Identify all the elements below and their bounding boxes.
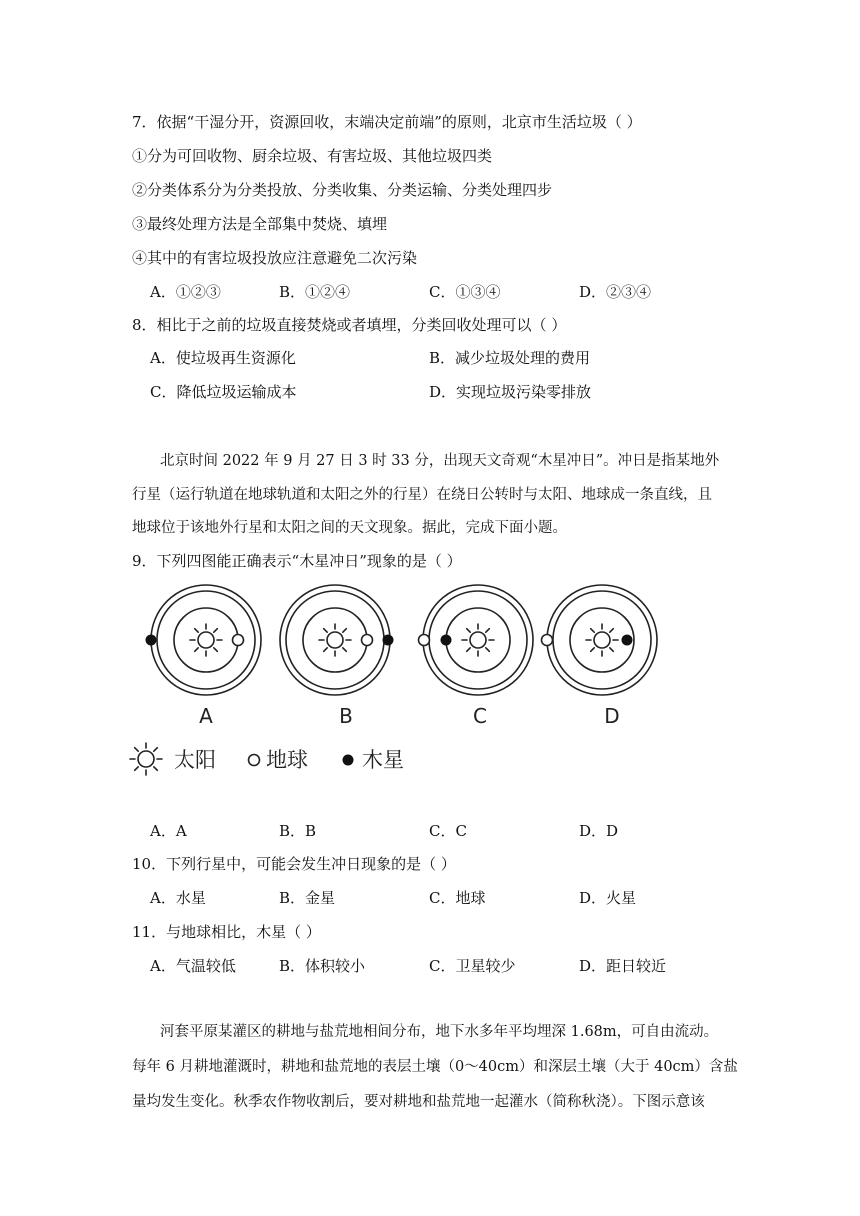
legend-sun-icon (130, 743, 162, 775)
figure-a (146, 585, 262, 695)
legend-sun-label: 太阳 (174, 748, 216, 772)
q7-stem: 7．依据“干湿分开，资源回收，末端决定前端”的原则，北京市生活垃圾（ ） (132, 113, 642, 131)
q7-item-3: ③最终处理方法是全部集中焚烧、填埋 (132, 215, 388, 233)
q9-option-b[interactable]: B．B (279, 822, 317, 840)
jupiter-marker (383, 635, 394, 646)
q7-item-1: ①分为可回收物、厨余垃圾、有害垃圾、其他垃圾四类 (132, 147, 493, 165)
legend-jupiter-label: 木星 (362, 748, 404, 772)
q9-option-c[interactable]: C．C (429, 822, 467, 840)
figure-d (542, 585, 658, 695)
q10-option-b[interactable]: B．金星 (279, 889, 336, 907)
q9-option-d[interactable]: D．D (579, 822, 619, 840)
q7-option-d[interactable]: D．②③④ (579, 283, 652, 301)
figure-legend (130, 743, 404, 775)
q10-option-a[interactable]: A．水星 (150, 889, 206, 907)
figure-b (280, 585, 394, 695)
q11-stem: 11．与地球相比，木星（ ） (132, 923, 321, 941)
q10-option-d[interactable]: D．火星 (579, 889, 637, 907)
orbit-diagram-figure (128, 578, 688, 778)
passage2-line-2: 每年 6 月耕地灌溉时，耕地和盐荒地的表层土壤（0～40cm）和深层土壤（大于 40cm）含盐 (132, 1059, 738, 1075)
q11-option-a[interactable]: A．气温较低 (150, 957, 236, 975)
legend-earth-label: 地球 (266, 748, 308, 772)
q7-option-b[interactable]: B．①②④ (279, 283, 351, 301)
jupiter-marker (622, 635, 633, 646)
q9-stem: 9．下列四图能正确表示“木星冲日”现象的是（ ） (132, 552, 462, 570)
sun-icon (586, 624, 618, 656)
sun-icon (462, 624, 494, 656)
q7-item-2: ②分类体系分为分类投放、分类收集、分类运输、分类处理四步 (132, 181, 553, 199)
figure-label-c: C (473, 704, 487, 728)
q11-option-b[interactable]: B．体积较小 (279, 957, 366, 975)
q7-option-c[interactable]: C．①③④ (429, 283, 501, 301)
earth-marker (362, 635, 373, 646)
sun-icon (319, 624, 351, 656)
earth-marker (419, 635, 430, 646)
earth-marker (233, 635, 244, 646)
passage2-line-3: 量均发生变化。秋季农作物收割后，要对耕地和盐荒地一起灌水（简称秋浇）。下图示意该 (132, 1094, 705, 1110)
q8-option-d[interactable]: D．实现垃圾污染零排放 (429, 383, 592, 401)
q11-option-c[interactable]: C．卫星较少 (429, 957, 516, 975)
figure-label-b: B (339, 704, 353, 728)
q8-option-b[interactable]: B．减少垃圾处理的费用 (429, 349, 591, 367)
q10-option-c[interactable]: C．地球 (429, 889, 486, 907)
figure-c (419, 585, 534, 695)
legend-earth-icon (249, 755, 260, 766)
passage1-line-3: 地球位于该地外行星和太阳之间的天文现象。据此，完成下面小题。 (132, 520, 567, 536)
q8-option-a[interactable]: A．使垃圾再生资源化 (150, 349, 296, 367)
figure-label-a: A (199, 704, 213, 728)
figure-label-d: D (604, 704, 620, 728)
legend-jupiter-icon (343, 755, 354, 766)
q9-option-a[interactable]: A．A (150, 822, 187, 840)
q8-option-c[interactable]: C．降低垃圾运输成本 (150, 383, 297, 401)
passage2-line-1: 河套平原某灌区的耕地与盐荒地相间分布，地下水多年平均埋深 1.68m，可自由流动。 (160, 1024, 719, 1040)
earth-marker (542, 635, 553, 646)
q10-stem: 10．下列行星中，可能会发生冲日现象的是（ ） (132, 855, 456, 873)
q7-option-a[interactable]: A．①②③ (150, 283, 221, 301)
passage1-line-1: 北京时间 2022 年 9 月 27 日 3 时 33 分，出现天文奇观“木星冲日”。冲日是指某地外 (160, 453, 720, 469)
sun-icon (190, 624, 222, 656)
jupiter-marker (146, 635, 157, 646)
jupiter-marker (441, 635, 452, 646)
q8-stem: 8．相比于之前的垃圾直接焚烧或者填埋，分类回收处理可以（ ） (132, 316, 567, 334)
q7-item-4: ④其中的有害垃圾投放应注意避免二次污染 (132, 249, 418, 267)
passage1-line-2: 行星（运行轨道在地球轨道和太阳之外的行星）在绕日公转时与太阳、地球成一条直线，且 (132, 487, 712, 503)
q11-option-d[interactable]: D．距日较近 (579, 957, 667, 975)
